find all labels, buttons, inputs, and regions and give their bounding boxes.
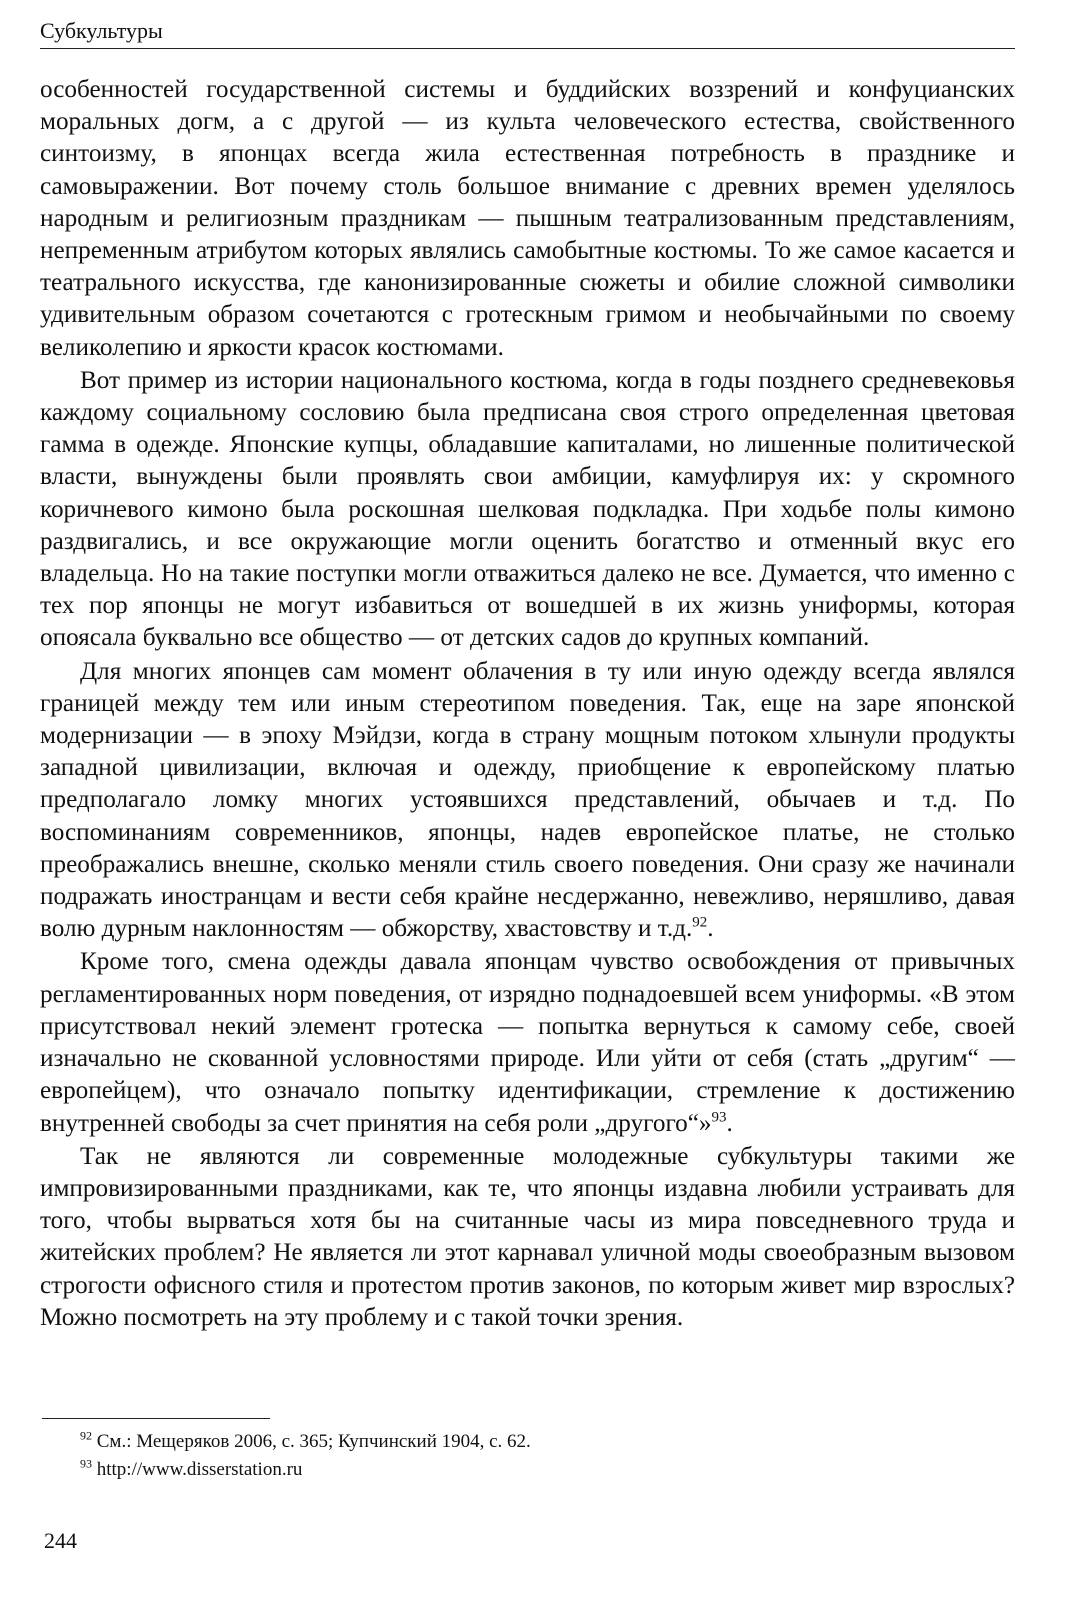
paragraph-5-text: Так не являются ли современные молодежные субкультуры такими же импровизированными праздниками, как те, что японцы издавна любили устраивать для того, чтобы вырваться хотя бы на считанные часы из мира повседневного труда и житейских проблем? Не является ли этот карнавал уличной моды своеобразным вызовом строгости офисного стиля и протестом против законов, по которым живет мир взрослых? Можно посмотреть на эту проблему и с такой точки зрения. bbox=[40, 1142, 1015, 1331]
footnote-rule bbox=[42, 1418, 270, 1419]
footnote-93 bbox=[80, 1456, 980, 1484]
paragraph-4-text: Кроме того, смена одежды давала японцам чувство освобождения от привычных регламентированных норм поведения, от изрядно поднадоевшей всем униформы. «В этом присутствовал некий элемент гротеска — попытка вернуться к самому себе, своей изначально не скованной условностями природе. Или уйти от себя (стать „другим“ — европейцем), что означало попытку идентификации, стремление к достижению внутренней свободы за счет принятия на себя роли „другого“» bbox=[40, 948, 1015, 1137]
paragraph-2 bbox=[40, 365, 1015, 655]
paragraph-3 bbox=[40, 656, 1015, 946]
header-rule bbox=[40, 48, 1015, 49]
footnote-text: http://www.disserstation.ru bbox=[96, 1459, 303, 1480]
paragraph-4-end: . bbox=[726, 1109, 733, 1137]
paragraph-5 bbox=[40, 1141, 1015, 1334]
paragraph-1-text: особенностей государственной системы и буддийских воззрений и конфуцианских моральных догм, а с другой — из культа человеческого естества, свойственного синтоизму, в японцах всегда жила естественная потребность в празднике и самовыражении. Вот почему столь большое внимание с древних времен уделялось народным и религиозным праздникам — пышным театрализованным представлениям, непременным атрибутом которых являлись самобытные костюмы. То же самое касается и театрального искусства, где канонизированные сюжеты и обилие сложной символики удивительным образом сочетаются с гротескным гримом и необычайными по своему великолепию и яркости красок костюмами. bbox=[40, 76, 1015, 361]
footnote-text: См.: Мещеряков 2006, с. 365; Купчинский 1904, с. 62. bbox=[96, 1431, 531, 1452]
paragraph-4 bbox=[40, 946, 1015, 1139]
footnote-92 bbox=[80, 1428, 980, 1456]
footnote-number: 93 bbox=[80, 1456, 92, 1471]
footnotes bbox=[80, 1428, 980, 1484]
paragraph-2-text: Вот пример из истории национального костюма, когда в годы позднего средневековья каждому социальному сословию была предписана своя строго определенная цветовая гамма в одежде. Японские купцы, обладавшие капиталами, но лишенные политической власти, вынуждены были проявлять свои амбиции, камуфлируя их: у скромного коричневого кимоно была роскошная шелковая подкладка. При ходьбе полы кимоно раздвигались, и все окружающие могли оценить богатство и отменный вкус его владельца. Но на такие поступки могли отважиться далеко не все. Думается, что именно с тех пор японцы не могут избавиться от вошедшей в их жизнь униформы, которая опоясала буквально все общество — от детских садов до крупных компаний. bbox=[40, 366, 1015, 652]
footnote-ref-92: 92 bbox=[692, 914, 708, 931]
body-text bbox=[40, 74, 1015, 1335]
footnote-number: 92 bbox=[80, 1428, 92, 1443]
footnote-ref-93: 93 bbox=[711, 1109, 727, 1126]
paragraph-3-text: Для многих японцев сам момент облачения в ту или иную одежду всегда являлся границей между тем или иным стереотипом поведения. Так, еще на заре японской модернизации — в эпоху Мэйдзи, когда в страну мощным потоком хлынули продукты западной цивилизации, включая и одежду, приобщение к европейскому платью предполагало ломку многих устоявшихся представлений, обычаев и т.д. По воспоминаниям современников, японцы, надев европейское платье, не столько преображались внешне, сколько меняли стиль своего поведения. Они сразу же начинали подражать иностранцам и вести себя крайне несдержанно, невежливо, неряшливо, давая волю дурным наклонностям — обжорству, хвастовству и т.д. bbox=[40, 657, 1015, 943]
running-header: Субкультуры bbox=[40, 18, 163, 43]
page-number: 244 bbox=[44, 1528, 77, 1553]
paragraph-3-end: . bbox=[707, 915, 714, 943]
paragraph-1 bbox=[40, 74, 1015, 364]
